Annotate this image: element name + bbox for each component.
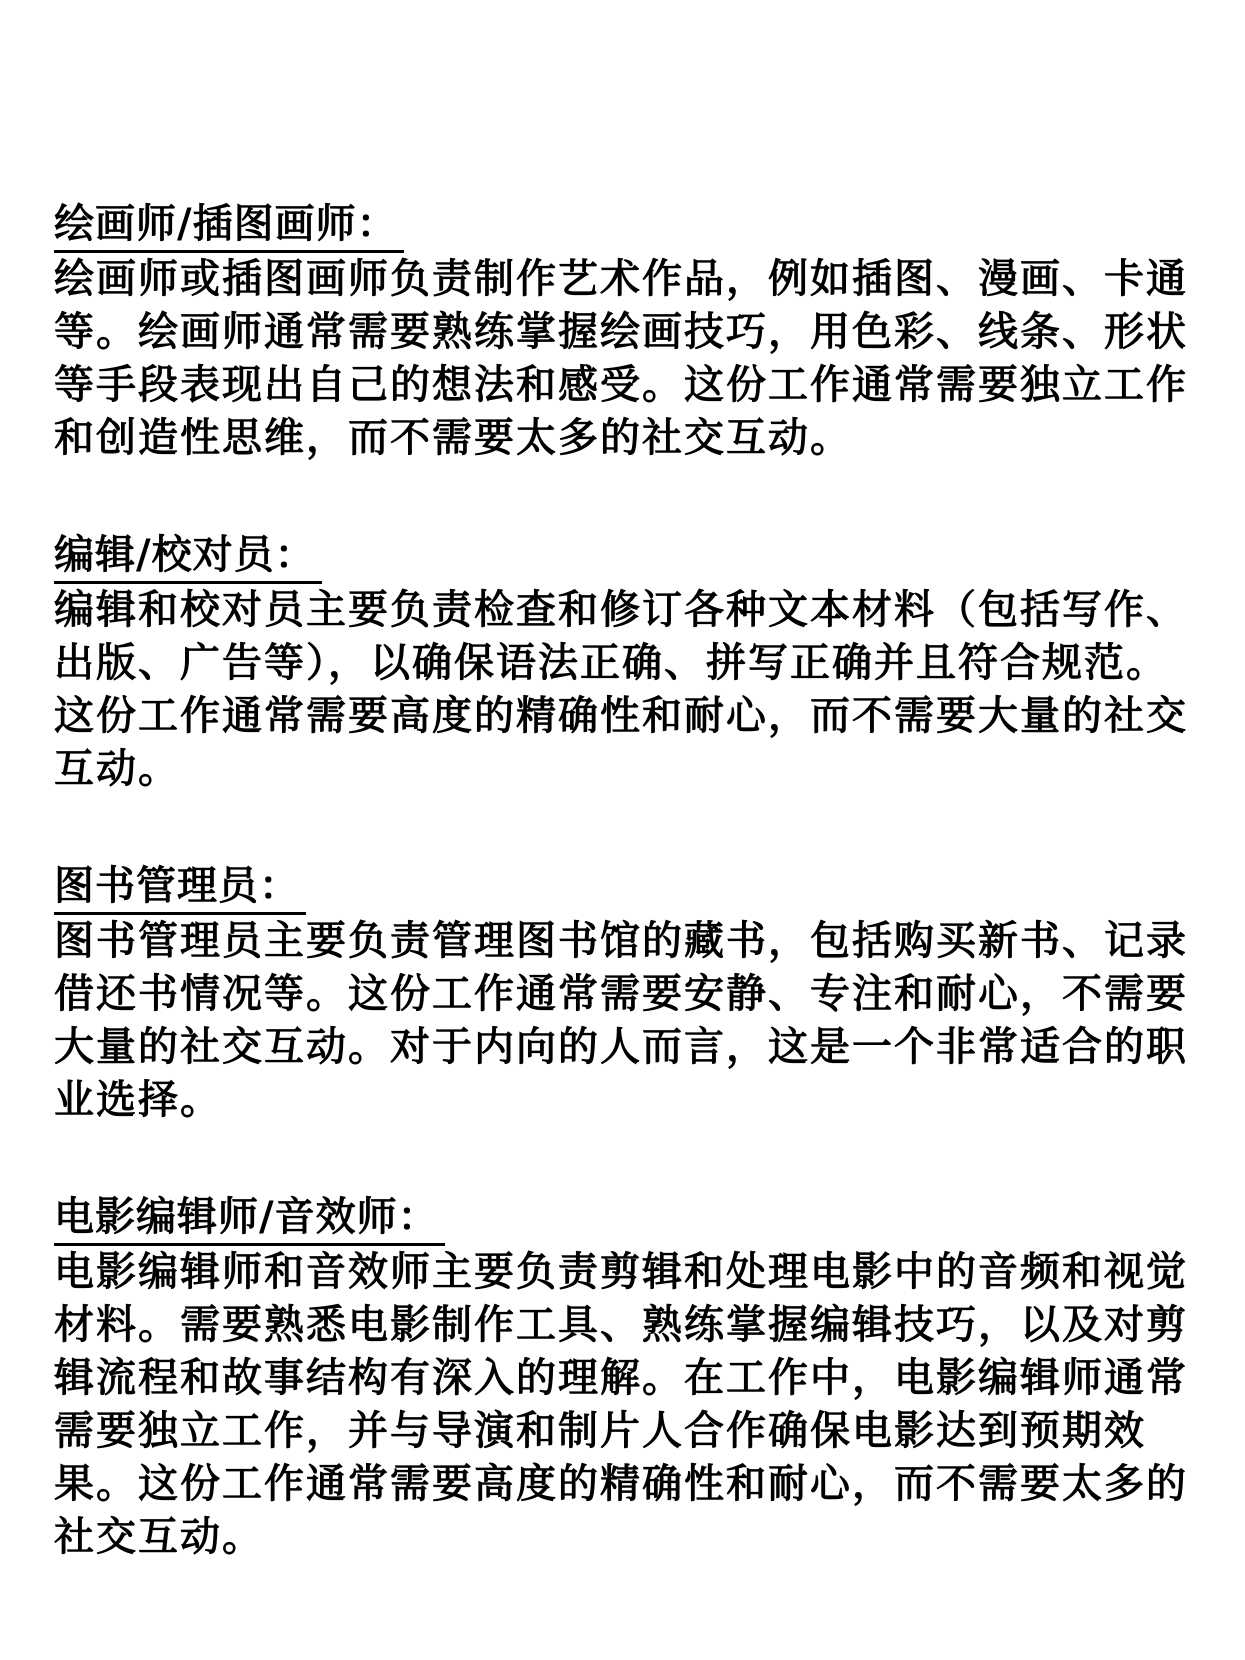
section-title: 电影编辑师/音效师： <box>54 1191 445 1246</box>
section-body: 图书管理员主要负责管理图书馆的藏书，包括购买新书、记录借还书情况等。这份工作通常需要安静、专注和耐心，不需要大量的社交互动。对于内向的人而言，这是一个非常适合的职业选择。 <box>54 918 1188 1123</box>
section-body: 绘画师或插图画师负责制作艺术作品，例如插图、漫画、卡通等。绘画师通常需要熟练掌握绘画技巧，用色彩、线条、形状等手段表现出自己的想法和感受。这份工作通常需要独立工作和创造性思维，而不需要太多的社交互动。 <box>54 256 1188 461</box>
section-editor <box>54 529 1194 796</box>
section-title: 图书管理员： <box>54 860 306 915</box>
section-title: 编辑/校对员： <box>54 529 322 584</box>
section-film-editor <box>54 1191 1194 1564</box>
section-librarian <box>54 860 1194 1127</box>
document-page <box>54 198 1194 1628</box>
section-illustrator <box>54 198 1194 465</box>
section-body: 编辑和校对员主要负责检查和修订各种文本材料（包括写作、出版、广告等），以确保语法正确、拼写正确并且符合规范。这份工作通常需要高度的精确性和耐心，而不需要大量的社交互动。 <box>54 587 1188 792</box>
section-body: 电影编辑师和音效师主要负责剪辑和处理电影中的音频和视觉材料。需要熟悉电影制作工具、熟练掌握编辑技巧，以及对剪辑流程和故事结构有深入的理解。在工作中，电影编辑师通常需要独立工作，并与导演和制片人合作确保电影达到预期效果。这份工作通常需要高度的精确性和耐心，而不需要太多的社交互动。 <box>54 1249 1188 1560</box>
section-title: 绘画师/插图画师： <box>54 198 404 253</box>
